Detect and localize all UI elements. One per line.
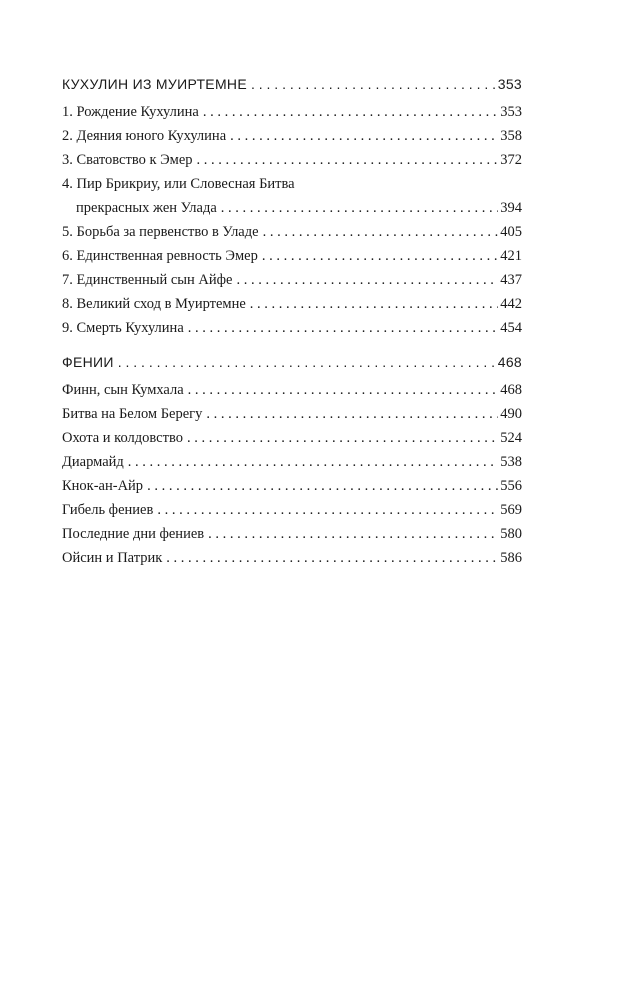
toc-section-heading[interactable] bbox=[62, 72, 522, 96]
page-number: 468 bbox=[497, 354, 522, 370]
entry-title: 9. Смерть Кухулина bbox=[62, 320, 184, 336]
leader-dots bbox=[118, 350, 496, 374]
page-number: 372 bbox=[500, 152, 522, 168]
page-number: 421 bbox=[500, 248, 522, 264]
toc-entry[interactable] bbox=[62, 426, 522, 450]
entry-title-line2: прекрасных жен Улада bbox=[76, 200, 217, 216]
entry-title: 5. Борьба за первенство в Уладе bbox=[62, 224, 259, 240]
toc-entry[interactable] bbox=[62, 220, 522, 244]
page-number: 586 bbox=[500, 550, 522, 566]
toc-entry[interactable] bbox=[62, 316, 522, 340]
toc-entry[interactable] bbox=[62, 100, 522, 124]
toc-entry[interactable] bbox=[62, 292, 522, 316]
leader-dots bbox=[237, 268, 499, 292]
leader-dots bbox=[147, 474, 498, 498]
page-number: 442 bbox=[500, 296, 522, 312]
entry-title: Финн, сын Кумхала bbox=[62, 382, 184, 398]
leader-dots bbox=[188, 378, 499, 402]
page-number: 468 bbox=[500, 382, 522, 398]
entry-title: Гибель фениев bbox=[62, 502, 154, 518]
entry-title: Битва на Белом Берегу bbox=[62, 406, 203, 422]
leader-dots bbox=[188, 316, 499, 340]
leader-dots bbox=[208, 522, 498, 546]
leader-dots bbox=[263, 220, 499, 244]
page-number: 353 bbox=[497, 76, 522, 92]
leader-dots bbox=[166, 546, 498, 570]
entry-title: 1. Рождение Кухулина bbox=[62, 104, 199, 120]
leader-dots bbox=[230, 124, 498, 148]
entry-title: Ойсин и Патрик bbox=[62, 550, 163, 566]
leader-dots bbox=[197, 148, 499, 172]
toc-entry[interactable] bbox=[62, 402, 522, 426]
leader-dots bbox=[206, 402, 498, 426]
toc-entry[interactable] bbox=[62, 378, 522, 402]
entry-title: Диармайд bbox=[62, 454, 124, 470]
page-number: 580 bbox=[500, 526, 522, 542]
page-number: 538 bbox=[500, 454, 522, 470]
leader-dots bbox=[128, 450, 498, 474]
leader-dots bbox=[250, 292, 498, 316]
entry-title: 2. Деяния юного Кухулина bbox=[62, 128, 227, 144]
page-number: 569 bbox=[500, 502, 522, 518]
page-number: 353 bbox=[500, 104, 522, 120]
page-number: 394 bbox=[500, 200, 522, 216]
table-of-contents bbox=[62, 72, 522, 570]
entry-title: 3. Сватовство к Эмер bbox=[62, 152, 193, 168]
toc-entry[interactable] bbox=[62, 148, 522, 172]
toc-entry[interactable] bbox=[62, 522, 522, 546]
entry-title: 6. Единственная ревность Эмер bbox=[62, 248, 258, 264]
entry-title: Кнок-ан-Айр bbox=[62, 478, 144, 494]
leader-dots bbox=[203, 100, 498, 124]
entry-title: 7. Единственный сын Айфе bbox=[62, 272, 233, 288]
toc-entry[interactable] bbox=[62, 546, 522, 570]
page-number: 454 bbox=[500, 320, 522, 336]
toc-entry-second-line[interactable] bbox=[62, 196, 522, 220]
leader-dots bbox=[262, 244, 498, 268]
leader-dots bbox=[157, 498, 498, 522]
entry-title: 8. Великий сход в Муиртемне bbox=[62, 296, 246, 312]
section-title: КУХУЛИН ИЗ МУИРТЕМНЕ bbox=[62, 76, 247, 92]
leader-dots bbox=[221, 196, 498, 220]
entry-title-line1: 4. Пир Брикриу, или Словесная Битва bbox=[62, 176, 295, 192]
page-number: 490 bbox=[500, 406, 522, 422]
toc-entry[interactable] bbox=[62, 244, 522, 268]
toc-entry[interactable] bbox=[62, 498, 522, 522]
page-number: 556 bbox=[500, 478, 522, 494]
toc-section-heading[interactable] bbox=[62, 350, 522, 374]
page-number: 358 bbox=[500, 128, 522, 144]
page-number: 524 bbox=[500, 430, 522, 446]
leader-dots bbox=[251, 72, 496, 96]
leader-dots bbox=[187, 426, 498, 450]
entry-title: Последние дни фениев bbox=[62, 526, 205, 542]
toc-entry[interactable] bbox=[62, 450, 522, 474]
toc-entry[interactable] bbox=[62, 474, 522, 498]
toc-entry-first-line[interactable] bbox=[62, 172, 522, 196]
toc-entry[interactable] bbox=[62, 268, 522, 292]
page-number: 405 bbox=[500, 224, 522, 240]
section-title: ФЕНИИ bbox=[62, 354, 114, 370]
page-number: 437 bbox=[500, 272, 522, 288]
entry-title: Охота и колдовство bbox=[62, 430, 183, 446]
toc-entry[interactable] bbox=[62, 124, 522, 148]
